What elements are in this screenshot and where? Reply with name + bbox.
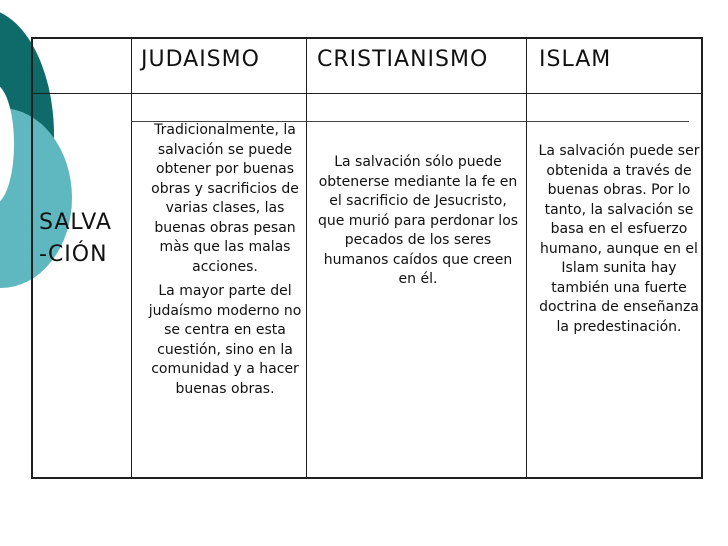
row-label-salvacion: SALVA -CIÓN: [39, 210, 112, 267]
table-header-divider: [33, 93, 701, 94]
judaismo-paragraph-1: Tradicionalmente, la salvación se puede obtener por buenas obras y sacrificios de varias clases, las buenas obras pesan màs que las malas acciones.: [151, 122, 299, 275]
cell-judaismo: [142, 121, 308, 399]
table-column-divider: [131, 39, 132, 477]
comparison-table: [31, 37, 703, 479]
table-column-divider: [526, 39, 527, 477]
cell-islam: La salvación puede ser obtenida a través de buenas obras. Por lo tanto, la salvación se basa en el esfuerzo humano, aunque en el Islam sunita hay también una fuerte doctrina de enseñanza la predestinación.: [538, 143, 700, 335]
header-islam: ISLAM: [539, 47, 612, 72]
table-inner-rule: [131, 121, 689, 122]
cell-cristianismo: La salvación sólo puede obtenerse mediante la fe en el sacrificio de Jesucristo, que murió para perdonar los pecados de los seres humanos caídos que creen en él.: [317, 154, 519, 287]
header-judaismo: JUDAISMO: [141, 47, 260, 72]
judaismo-paragraph-2: La mayor parte del judaísmo moderno no se centra en esta cuestión, sino en la comunidad y a hacer buenas obras.: [148, 283, 302, 397]
header-cristianismo: CRISTIANISMO: [317, 47, 489, 72]
